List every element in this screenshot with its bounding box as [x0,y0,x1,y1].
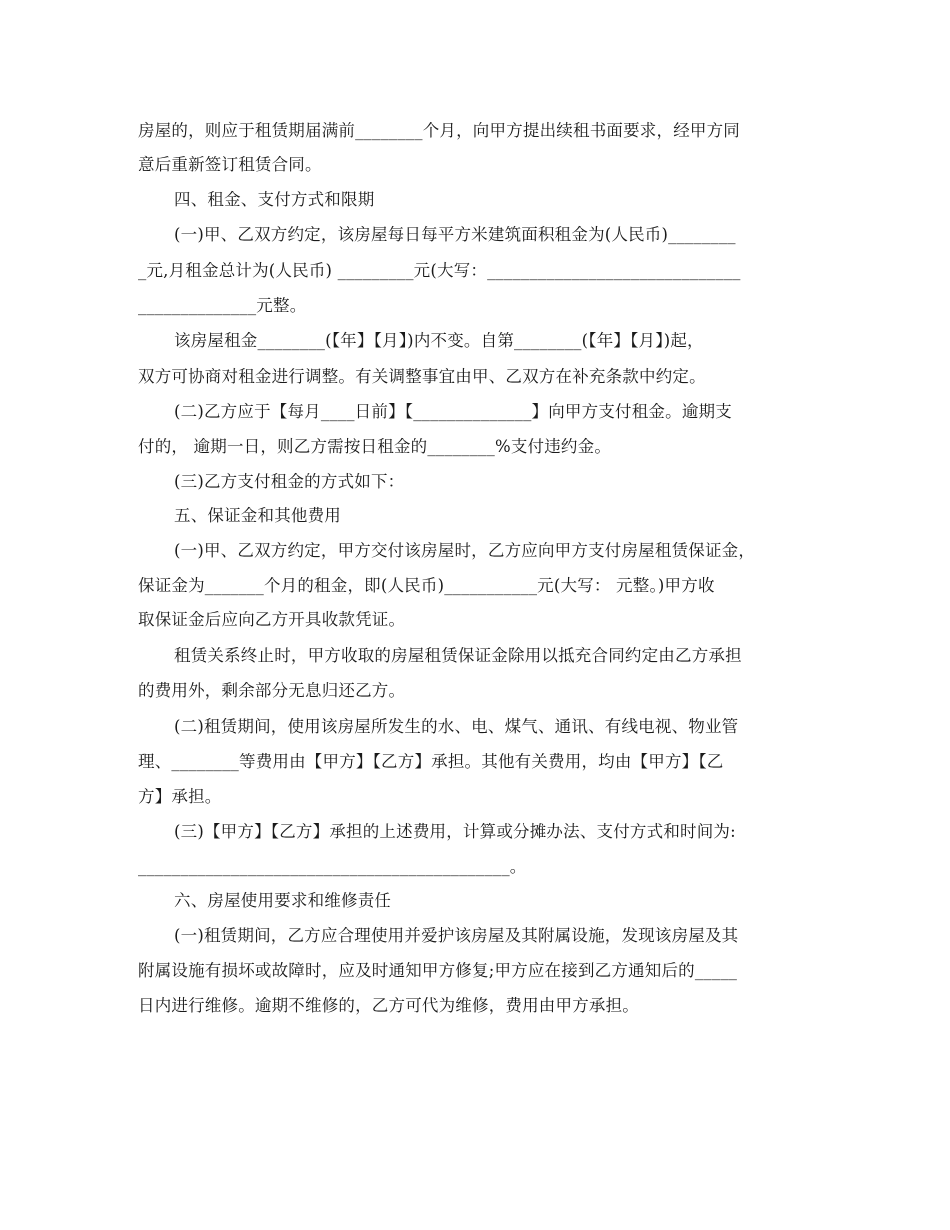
text-line: (一)甲、乙双方约定，甲方交付该房屋时，乙方应向甲方支付房屋租赁保证金， [174,541,756,560]
text-line: 房屋的，则应于租赁期届满前________个月，向甲方提出续租书面要求，经甲方同 [138,121,740,140]
text-line: (二)乙方应于【每月____日前】【______________】向甲方支付租金。逾期支 [174,402,732,421]
text-line: (一)租赁期间，乙方应合理使用并爱护该房屋及其附属设施，发现该房屋及其 [174,926,739,945]
text-line: (三)乙方支付租金的方式如下： [174,472,405,491]
text-line: 方】承担。 [138,787,222,806]
text-line: ____________________________________________。 [138,857,527,876]
text-line: 双方可协商对租金进行调整。有关调整事宜由甲、乙双方在补充条款中约定。 [138,367,706,386]
text-line: 理、________等费用由【甲方】【乙方】承担。其他有关费用，均由【甲方】【乙 [138,752,724,771]
text-line: 意后重新签订租赁合同。 [138,155,322,174]
text-line: _元,月租金总计为(人民币) _________元(大写：______________________________ [138,261,741,280]
text-line: (二)租赁期间，使用该房屋所发生的水、电、煤气、通讯、有线电视、物业管 [174,717,739,736]
text-line: 保证金为_______个月的租金，即(人民币)___________元(大写： 元整。)甲方收 [138,576,715,595]
text-line: ______________元整。 [138,296,307,315]
text-line: 日内进行维修。逾期不维修的，乙方可代为维修，费用由甲方承担。 [138,996,639,1015]
text-line: 付的， 逾期一日，则乙方需按日租金的________%支付违约金。 [138,437,612,456]
section-heading: 六、房屋使用要求和维修责任 [174,891,392,910]
text-line: 附属设施有损坏或故障时，应及时通知甲方修复;甲方应在接到乙方通知后的_____ [138,961,738,980]
text-line: 的费用外，剩余部分无息归还乙方。 [138,681,406,700]
text-line: (一)甲、乙双方约定，该房屋每日每平方米建筑面积租金为(人民币)________ [174,225,736,244]
text-line: (三)【甲方】【乙方】承担的上述费用，计算或分摊办法、支付方式和时间为: [174,822,736,841]
section-heading: 四、租金、支付方式和限期 [174,190,375,209]
text-line: 该房屋租金________(【年】【月】)内不变。自第________(【年】【月】)起， [174,331,704,350]
section-heading: 五、保证金和其他费用 [174,506,341,525]
text-line: 取保证金后应向乙方开具收款凭证。 [138,610,406,629]
text-line: 租赁关系终止时，甲方收取的房屋租赁保证金除用以抵充合同约定由乙方承担 [174,646,742,665]
